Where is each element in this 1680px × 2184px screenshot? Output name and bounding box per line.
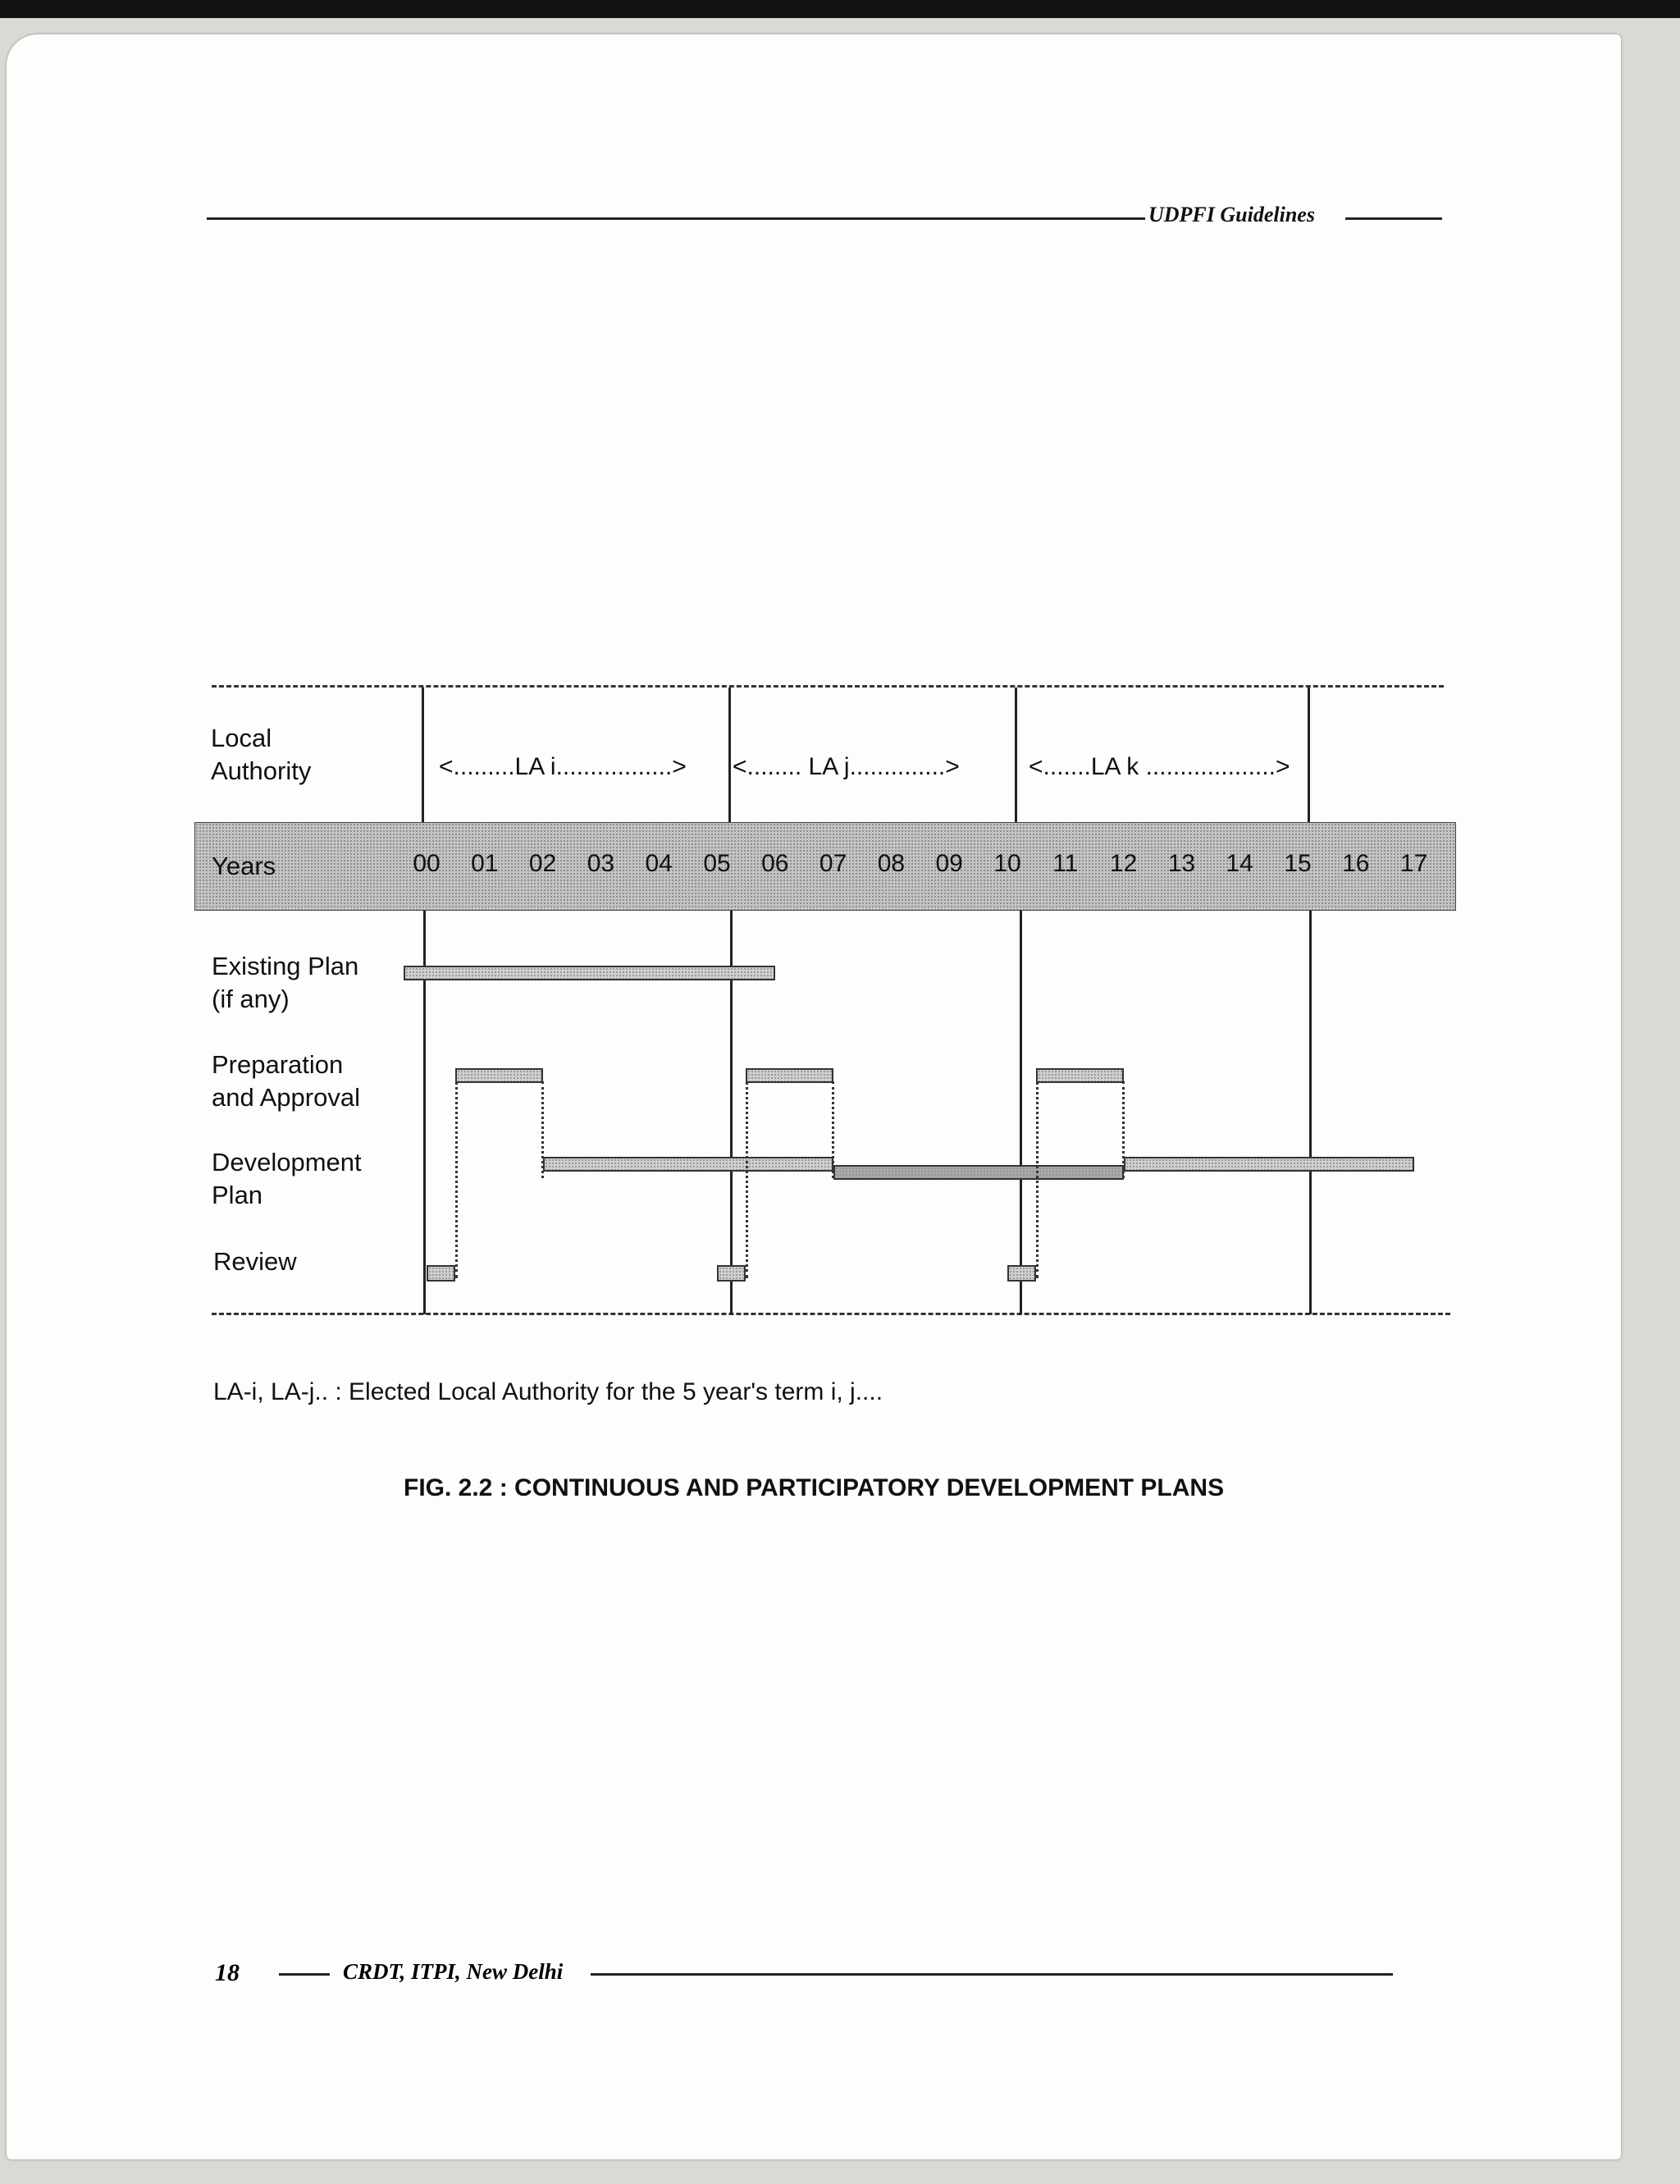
- label-local: Local: [211, 724, 272, 752]
- review-bar-1: [427, 1265, 455, 1282]
- year-13: 13: [1167, 850, 1196, 877]
- year-08: 08: [877, 850, 906, 877]
- label-existing-plan-line2: (if any): [212, 985, 290, 1013]
- term-divider-10-bottom: [1020, 911, 1022, 1314]
- year-04: 04: [645, 850, 673, 877]
- preparation-bar-1: [455, 1068, 542, 1083]
- year-01: 01: [471, 850, 499, 877]
- year-03: 03: [587, 850, 615, 877]
- preparation-bar-3: [1036, 1068, 1123, 1083]
- la-term-j: <........ LA j..............>: [733, 753, 960, 780]
- year-15: 15: [1284, 850, 1312, 877]
- label-preparation: [212, 1049, 360, 1114]
- diagram-top-dashline: [212, 685, 1444, 688]
- la-term-i: <.........LA i.................>: [439, 753, 687, 780]
- footer-rule-left: [279, 1973, 330, 1976]
- la-term-k: <.......LA k ...................>: [1029, 753, 1290, 780]
- label-development-line2: Plan: [212, 1181, 263, 1209]
- year-09: 09: [935, 850, 963, 877]
- legend-text: LA-i, LA-j.. : Elected Local Authority for the 5 year's term i, j....: [213, 1378, 883, 1405]
- label-development-line1: Development: [212, 1148, 362, 1177]
- label-years: Years: [212, 852, 276, 880]
- year-11: 11: [1052, 850, 1079, 877]
- development-plan-bar-1: [543, 1157, 833, 1172]
- year-02: 02: [528, 850, 557, 877]
- scan-edge: [0, 0, 1680, 18]
- development-plan-bar-2: [833, 1165, 1124, 1180]
- year-12: 12: [1109, 850, 1138, 877]
- figure-caption: FIG. 2.2 : CONTINUOUS AND PARTICIPATORY DEVELOPMENT PLANS: [404, 1474, 1225, 1501]
- label-authority: Authority: [211, 756, 312, 785]
- connector-prep-dev-3: [1122, 1081, 1125, 1178]
- label-existing-plan: [212, 950, 358, 1016]
- year-05: 05: [703, 850, 731, 877]
- review-bar-3: [1007, 1265, 1036, 1282]
- header-rule-left-tail: [1132, 217, 1145, 220]
- year-00: 00: [413, 850, 441, 877]
- running-title: UDPFI Guidelines: [1148, 203, 1315, 226]
- header-rule-right: [1345, 217, 1442, 220]
- connector-prep-dev-1: [541, 1081, 544, 1178]
- term-divider-05-top: [728, 688, 731, 822]
- footer-rule-right: [591, 1973, 1393, 1976]
- development-plan-bar-3: [1124, 1157, 1414, 1172]
- page-number: 18: [215, 1959, 240, 1986]
- label-development-plan: [212, 1146, 362, 1212]
- review-bar-2: [717, 1265, 746, 1282]
- footer-publisher: CRDT, ITPI, New Delhi: [343, 1959, 564, 1984]
- year-14: 14: [1226, 850, 1253, 877]
- year-10: 10: [993, 850, 1021, 877]
- year-07: 07: [819, 850, 847, 877]
- year-16: 16: [1342, 850, 1370, 877]
- connector-review-prep-3: [1036, 1081, 1039, 1278]
- connector-review-prep-2: [746, 1081, 748, 1278]
- connector-prep-dev-2: [832, 1081, 834, 1178]
- diagram-bottom-dashline: [212, 1313, 1450, 1315]
- term-divider-10-top: [1015, 688, 1017, 822]
- connector-review-prep-1: [455, 1081, 458, 1278]
- header-rule-left: [207, 217, 1142, 220]
- term-divider-00-top: [422, 688, 424, 822]
- preparation-bar-2: [746, 1068, 833, 1083]
- label-preparation-line1: Preparation: [212, 1050, 344, 1079]
- term-divider-15-top: [1308, 688, 1310, 822]
- year-17: 17: [1399, 850, 1428, 877]
- label-existing-plan-line1: Existing Plan: [212, 952, 359, 980]
- existing-plan-bar-1: [404, 966, 775, 980]
- label-local-authority: [211, 722, 311, 788]
- year-06: 06: [761, 850, 789, 877]
- label-preparation-line2: and Approval: [212, 1083, 360, 1112]
- term-divider-15-bottom: [1309, 911, 1312, 1314]
- label-review: Review: [213, 1247, 297, 1276]
